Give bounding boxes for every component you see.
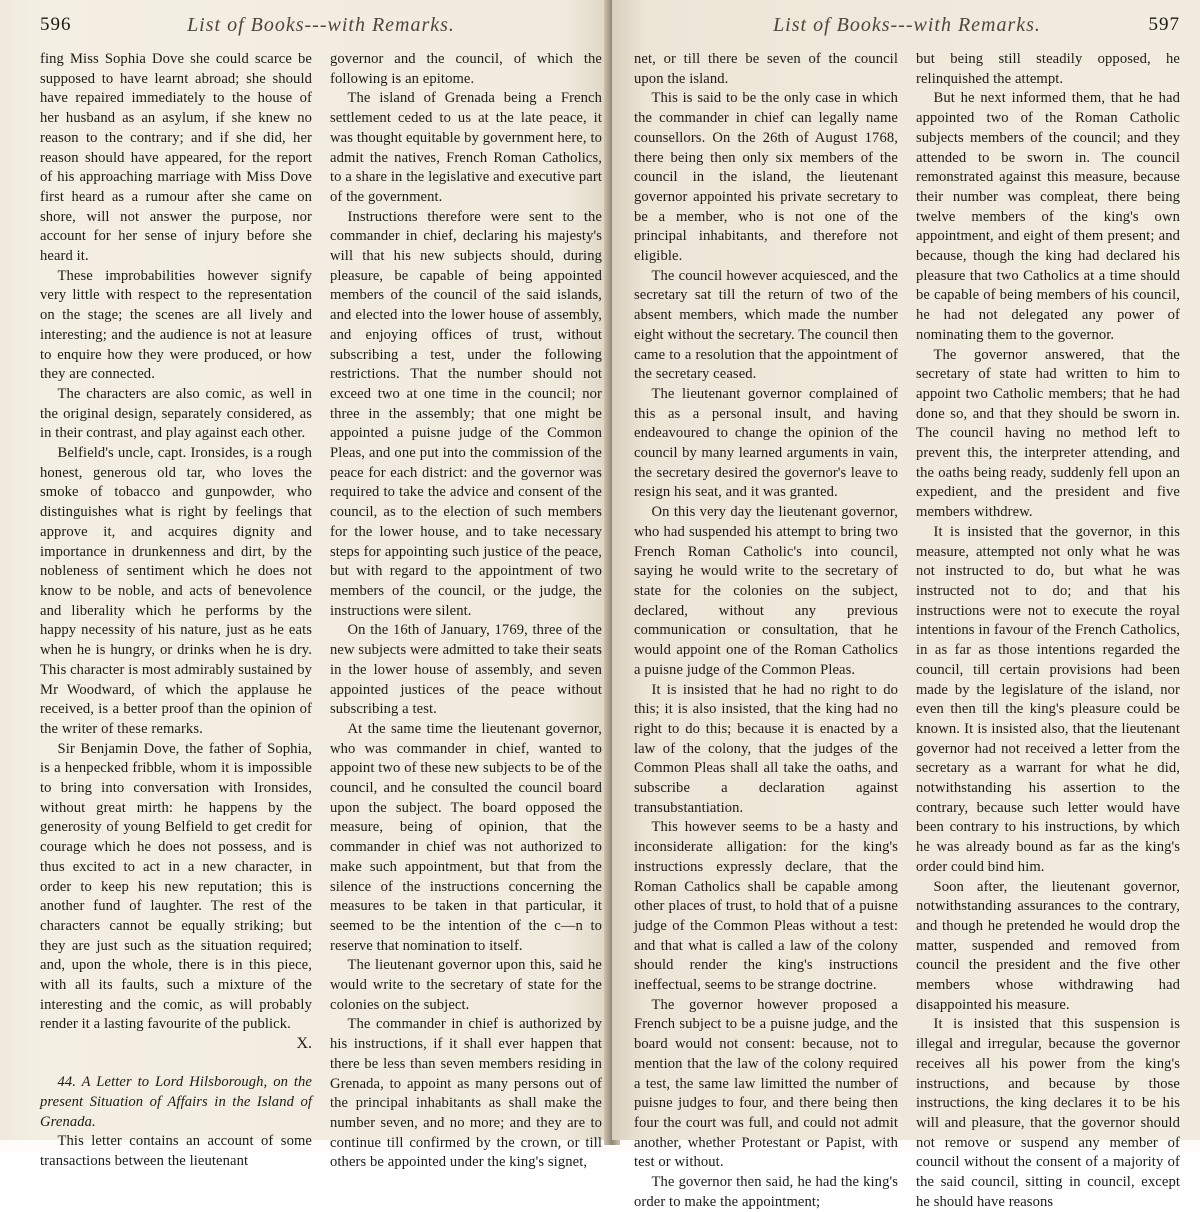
paragraph: At the same time the lieutenant governor, who was commander in chief, wanted to appoint two of these new subjects to be of the council, and he consulted the council board upon the subject. The board opposed the measure, being of opinion, that the commander in chief was not authorized to make such appointment, but that from the silence of the instructions concerning the measures to be taken in that particular, it seemed to be the intention of the c—n to reserve that nomination to itself.: [330, 720, 602, 954]
paragraph: These improbabilities however signify very little with respect to the representation on the stage; the scenes are all lively and interesting; and the audience is not at leasure to enquire how they were produced, or how they are connected.: [40, 267, 312, 383]
paragraph: The council however acquiesced, and the secretary sat till the return of two of the absent members, which made the number eight without the secretary. The council then came to a resolution that the appointment of the secretary ceased.: [634, 267, 898, 383]
paragraph: This letter contains an account of some transactions between the lieutenant: [40, 1133, 312, 1169]
paragraph: Belfield's uncle, capt. Ironsides, is a rough honest, generous old tar, who loves the smoke of tobacco and gunpowder, who distinguishes what is right by feelings that approve it, and acquires dignity and importance in drunkenness and dirt, by the nobleness of sentiment which he does not know to be noble, and acts of benevolence and liberality which he performs by the happy necessity of his nature, just as he eats when he is hungry, or drinks when he is dry. This character is most admirably sustained by Mr Woodward, of which the applause he received, is a better proof than the opinion of the writer of these remarks.: [40, 445, 312, 737]
article-title: 44. A Letter to Lord Hilsborough, on the present Situation of Affairs in the Island of Grenada.: [40, 1074, 312, 1130]
paragraph: But he next informed them, that he had appointed two of the Roman Catholic subjects members of the council; and they attended to be sworn in. The council remonstrated against this measure, because their number was compleat, there being twelve members of the king's own appointment, and eight of them present; and because, though the king had declared his pleasure that two Catholics at a time should be capable of being members of his council, he had not delegated any power of nominating them to the governor.: [916, 90, 1180, 343]
paragraph: Instructions therefore were sent to the commander in chief, declaring his majesty's will that his new subjects should, during pleasure, be capable of being appointed members of the council of the said islands, and elected into the lower house of assembly, and enjoying offices of trust, without subscribing a test, under the following restrictions. That the number should not exceed two at one time in the council; nor three in the assembly; that one might be appointed a puisne judge of the Common Pleas, and one put into the commission of the peace for each district: and the governor was required to take the advice and consent of the council, as to the election of such members for the lower house, and to take necessary steps for appointing such justice of the peace, but with regard to the appointment of two members of the council, or the judge, the instructions were silent.: [330, 208, 602, 619]
paragraph: The commander in chief is authorized by his instructions, if it shall ever happen that there be less than seven members residing in Grenada, to appoint as many persons out of the principal inhabitants as shall make the number seven, and no more; and they are to continue till confirmed by the crown, or till others be appointed under the king's signet,: [330, 1016, 602, 1171]
left-page-header: [40, 14, 602, 50]
paragraph: On the 16th of January, 1769, three of the new subjects were admitted to take their seats in the lower house of assembly, and seven appointed justices of the peace without subscribing a test.: [330, 622, 602, 718]
left-column-1: [40, 50, 312, 1173]
paragraph: The island of Grenada being a French settlement ceded to us at the late peace, it was thought equitable by government here, to admit the natives, French Roman Catholics, to a share in the legislative and executive part of the government.: [330, 90, 602, 205]
paragraph: It is insisted that he had no right to do this; it is also insisted, that the king had no right to do this; because it is enacted by a law of the colony, that the judges of the Common Pleas shall all take the oaths, and subscribe a declaration against transubstantiation.: [634, 681, 898, 816]
paragraph: The governor however proposed a French subject to be a puisne judge, and the board would not consent: because, not to mention that the law of the colony required a test, the same law limitted the number of puisne judges to four, and there being then four the court was full, and could not admit another, whether Protestant or Papist, with test or without.: [634, 996, 898, 1171]
left-page: [0, 0, 612, 1171]
paragraph: This however seems to be a hasty and inconsiderate alligation: for the king's instructions expressly declare, that the Roman Catholics shall be capable among other places of trust, to hold that of a puisne judge of the Common Pleas without a test: and that what is called a law of the colony should render the king's instructions ineffectual, seems to be strange doctrine.: [634, 819, 898, 994]
page-number-right: 597: [1148, 14, 1180, 35]
paragraph: but being still steadily opposed, he relinquished the attempt.: [916, 51, 1180, 87]
running-head-right: List of Books---with Remarks.: [773, 14, 1041, 36]
paragraph: The lieutenant governor upon this, said he would write to the secretary of state for the colonies on the subject.: [330, 957, 602, 1013]
paragraph: governor and the council, of which the following is an epitome.: [330, 51, 602, 87]
right-page-columns: [634, 50, 1180, 1212]
right-page-header: [634, 14, 1180, 50]
paragraph: This is said to be the only case in which the commander in chief can legally name counsellors. On the 26th of August 1768, there being then only six members of the council in the island, the lieutenant governor appointed his private secretary to be a member, who is not one of the principal inhabitants, and therefore not eligible.: [634, 90, 898, 265]
right-page: [612, 0, 1200, 1210]
paragraph: The governor then said, he had the king's order to make the appointment;: [634, 1174, 898, 1210]
paragraph: The governor answered, that the secretary of state had written to him to appoint two Catholic members; that he had done so, and that they should be sworn in. The council having no method left to prevent this, the interpreter attending, and the oaths being ready, suddenly fell upon an expedient, and the president and five members withdrew.: [916, 346, 1180, 521]
right-column-2: [916, 50, 1180, 1212]
page-number-left: 596: [40, 14, 72, 35]
paragraph: It is insisted that the governor, in this measure, attempted not only what he was not instructed to do, but what he was instructed not to do; and that his instructions were not to execute the royal intentions in favour of the French Catholics, in as far as those intentions regarded the council, till certain provisions had been made by the legislature of the island, nor even then till the king's pleasure could be known. It is insisted also, that the lieutenant governor had not received a letter from the secretary as a warrant for what he did, notwithstanding his assertion to the contrary, because such letter would have been contrary to his instructions, by which he was already bound as far as the king's order could bind him.: [916, 523, 1180, 875]
paragraph: On this very day the lieutenant governor, who had suspended his attempt to bring two French Roman Catholic's into council, saying he would write to the secretary of state for the colonies on the subject, declared, without any previous communication or consultation, that he would appoint one of the Roman Catholics a puisne judge of the Common Pleas.: [634, 504, 898, 678]
running-head-left: List of Books---with Remarks.: [187, 14, 455, 36]
paragraph: Soon after, the lieutenant governor, notwithstanding assurances to the contrary, and though he pretended he would drop the matter, suspended and removed from council the president and the five other members whose withdrawing had disappointed his measure.: [916, 878, 1180, 1013]
paragraph: The characters are also comic, as well in the original design, separately considered, as in their contrast, and play against each other.: [40, 385, 312, 442]
paragraph: net, or till there be seven of the council upon the island.: [634, 51, 898, 87]
left-page-columns: [40, 50, 602, 1173]
paragraph: fing Miss Sophia Dove she could scarce be supposed to have learnt abroad; she should have repaired immediately to the house of her husband as an asylum, if she knew no reason to the contrary; and if she did, her reason should have appeared, for the report of his approaching marriage with Miss Dove first heard as a rumour after she came on shore, will not answer the purpose, nor account for her sense of injury before she heard it.: [40, 51, 312, 265]
paragraph: Sir Benjamin Dove, the father of Sophia, is a henpecked fribble, whom it is impossible to bring into conversation with Ironsides, without great mirth: he happens by the generosity of young Belfield to get credit for courage which he does not possess, and is thus excited to act in a new character, in order to keep his new reputation; this is another fund of laughter. The rest of the characters cannot be equally striking; but they are just such as the situation required; and, upon the whole, there is in this piece, with all its faults, such a mixture of the interesting and the comic, as will probably render it a lasting favourite of the publick.: [40, 740, 312, 1033]
left-column-2: [330, 50, 602, 1173]
right-column-1: [634, 50, 898, 1212]
paragraph: It is insisted that this suspension is illegal and irregular, because the governor receives all his power from the king's instructions, and because by those instructions, the king declares it to be his will and pleasure, that the governor should not remove or suspend any member of council without the consent of a majority of the said council, sitting in council, except he should have reasons: [916, 1016, 1180, 1210]
signature: X.: [296, 1035, 312, 1053]
paragraph: The lieutenant governor complained of this as a personal insult, and having endeavoured to change the opinion of the council by many learned arguments in vain, the secretary desired the governor's leave to resign his seat, and it was granted.: [634, 385, 898, 501]
